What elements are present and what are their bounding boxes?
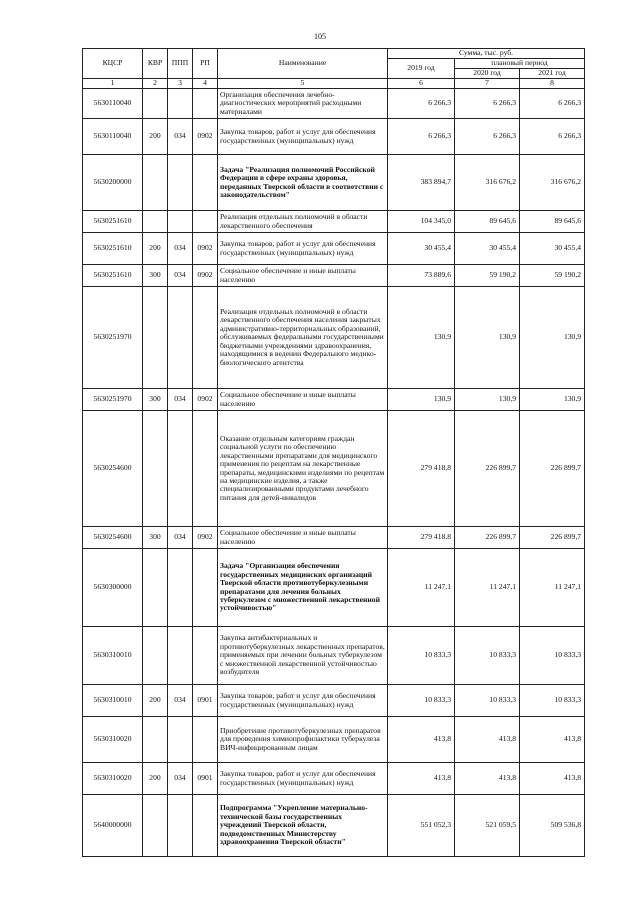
row-amount-2020: 10 833,3: [455, 627, 520, 685]
row-amount-2021: 30 455,4: [520, 233, 585, 265]
row-rp: 0902: [193, 233, 218, 265]
table-row: [83, 549, 585, 627]
row-amount-2019: 279 418,8: [388, 411, 455, 527]
row-code: 5630110040: [83, 119, 143, 155]
header-sum: Сумма, тыс. руб.: [388, 49, 585, 59]
row-amount-2020: 59 190,2: [455, 265, 520, 287]
row-ppp: 034: [168, 527, 193, 549]
row-code: 5630251970: [83, 287, 143, 389]
row-code: 5630254600: [83, 527, 143, 549]
row-amount-2020: 89 645,6: [455, 211, 520, 233]
row-code: 5630310010: [83, 685, 143, 717]
row-name: Задача "Реализация полномочий Российской Федерации в сфере охраны здоровья, переданных Тверской области в соответствии с законодательством": [218, 155, 388, 211]
row-kvr: 200: [143, 233, 168, 265]
row-rp: 0902: [193, 527, 218, 549]
row-amount-2021: 10 833,3: [520, 627, 585, 685]
row-rp: 0902: [193, 389, 218, 411]
row-rp: [193, 795, 218, 857]
row-code: 5630254600: [83, 411, 143, 527]
row-amount-2020: 130,9: [455, 287, 520, 389]
row-kvr: [143, 411, 168, 527]
row-kvr: [143, 89, 168, 119]
table-row: [83, 89, 585, 119]
row-code: 5630310010: [83, 627, 143, 685]
row-code: 5630200000: [83, 155, 143, 211]
header-rp: РП: [193, 49, 218, 79]
row-name: Организация обеспечения лечебно-диагностических мероприятий расходными материалами: [218, 89, 388, 119]
table-row: [83, 211, 585, 233]
row-amount-2019: 11 247,1: [388, 549, 455, 627]
row-amount-2021: 6 266,3: [520, 119, 585, 155]
row-code: 5630251610: [83, 265, 143, 287]
row-name: Оказание отдельным категориям граждан социальной услуги по обеспечению лекарственными препаратами для медицинского применения по рецептам на лекарственные препараты, медицинскими изделиями по рецептам на медицинские изделия, а также специализированными продуктами лечебного питания для детей-инвалидов: [218, 411, 388, 527]
row-amount-2020: 11 247,1: [455, 549, 520, 627]
row-name: Социальное обеспечение и иные выплаты населению: [218, 389, 388, 411]
row-code: 5640000000: [83, 795, 143, 857]
row-rp: 0902: [193, 119, 218, 155]
row-name: Подпрограмма "Укрепление материально-технической базы государственных учреждений Тверской области, подведомственных Министерству здравоохранения Тверской области": [218, 795, 388, 857]
row-amount-2020: 130,9: [455, 389, 520, 411]
row-amount-2021: 10 833,3: [520, 685, 585, 717]
row-kvr: 300: [143, 265, 168, 287]
row-amount-2019: 6 266,3: [388, 89, 455, 119]
header-kcsr: КЦСР: [83, 49, 143, 79]
row-ppp: 034: [168, 763, 193, 795]
table-row: [83, 389, 585, 411]
row-kvr: [143, 549, 168, 627]
row-code: 5630310020: [83, 717, 143, 763]
row-amount-2020: 521 059,5: [455, 795, 520, 857]
row-amount-2019: 551 052,3: [388, 795, 455, 857]
table-header: [83, 49, 585, 89]
header-col-6: 6: [388, 79, 455, 89]
row-kvr: [143, 155, 168, 211]
row-name: Закупка товаров, работ и услуг для обеспечения государственных (муниципальных) нужд: [218, 233, 388, 265]
row-amount-2021: 509 536,8: [520, 795, 585, 857]
row-amount-2020: 413,8: [455, 717, 520, 763]
row-ppp: [168, 549, 193, 627]
row-amount-2021: 413,8: [520, 763, 585, 795]
budget-table: [82, 48, 585, 857]
row-amount-2019: 73 889,6: [388, 265, 455, 287]
page-number: 105: [314, 32, 326, 41]
row-amount-2019: 30 455,4: [388, 233, 455, 265]
row-ppp: [168, 211, 193, 233]
row-kvr: [143, 717, 168, 763]
row-amount-2019: 6 266,3: [388, 119, 455, 155]
row-rp: [193, 717, 218, 763]
row-amount-2021: 11 247,1: [520, 549, 585, 627]
row-name: Закупка товаров, работ и услуг для обеспечения государственных (муниципальных) нужд: [218, 763, 388, 795]
table-row: [83, 627, 585, 685]
header-col-5: 5: [218, 79, 388, 89]
table-row: [83, 717, 585, 763]
row-rp: [193, 287, 218, 389]
row-ppp: 034: [168, 265, 193, 287]
row-code: 5630251970: [83, 389, 143, 411]
table-row: [83, 119, 585, 155]
row-ppp: [168, 155, 193, 211]
row-rp: [193, 155, 218, 211]
row-kvr: [143, 287, 168, 389]
row-rp: [193, 411, 218, 527]
header-col-7: 7: [455, 79, 520, 89]
header-year-2021: 2021 год: [520, 69, 585, 79]
row-ppp: [168, 89, 193, 119]
table-row: [83, 233, 585, 265]
row-ppp: [168, 717, 193, 763]
row-name: Закупка антибактериальных и противотуберкулезных лекарственных препаратов, применяемых при лечении больных туберкулезом с множественной лекарственной устойчивостью возбудителя: [218, 627, 388, 685]
header-plan-period: плановый период: [455, 59, 585, 69]
row-rp: 0902: [193, 265, 218, 287]
row-amount-2021: 6 266,3: [520, 89, 585, 119]
row-kvr: 200: [143, 685, 168, 717]
row-amount-2021: 130,9: [520, 287, 585, 389]
row-kvr: 200: [143, 763, 168, 795]
table-row: [83, 685, 585, 717]
row-code: 5630110040: [83, 89, 143, 119]
row-amount-2019: 10 833,3: [388, 685, 455, 717]
row-amount-2019: 413,8: [388, 763, 455, 795]
row-amount-2021: 316 676,2: [520, 155, 585, 211]
row-ppp: 034: [168, 233, 193, 265]
row-amount-2021: 89 645,6: [520, 211, 585, 233]
row-amount-2020: 413,8: [455, 763, 520, 795]
row-rp: [193, 89, 218, 119]
row-kvr: [143, 795, 168, 857]
table-row: [83, 411, 585, 527]
row-ppp: 034: [168, 389, 193, 411]
row-kvr: 300: [143, 389, 168, 411]
row-amount-2019: 413,8: [388, 717, 455, 763]
row-name: Реализация отдельных полномочий в области лекарственного обеспечения населения закрытых административно-территориальных образований, обслуживаемых федеральными государственными бюджетными учреждениями здравоохранения, находящимися в ведении Федерального медико-биологического агентства: [218, 287, 388, 389]
row-code: 5630251610: [83, 211, 143, 233]
row-amount-2019: 104 345,0: [388, 211, 455, 233]
row-amount-2020: 30 455,4: [455, 233, 520, 265]
header-col-4: 4: [193, 79, 218, 89]
row-amount-2019: 279 418,8: [388, 527, 455, 549]
row-name: Социальное обеспечение и иные выплаты населению: [218, 527, 388, 549]
row-name: Реализация отдельных полномочий в области лекарственного обеспечения: [218, 211, 388, 233]
row-ppp: [168, 795, 193, 857]
row-rp: [193, 549, 218, 627]
row-amount-2020: 226 899,7: [455, 527, 520, 549]
table-row: [83, 155, 585, 211]
header-year-2019: 2019 год: [388, 59, 455, 79]
header-col-8: 8: [520, 79, 585, 89]
row-amount-2020: 6 266,3: [455, 89, 520, 119]
table-row: [83, 265, 585, 287]
table-body: [83, 89, 585, 857]
header-ppp: ППП: [168, 49, 193, 79]
row-rp: 0901: [193, 763, 218, 795]
row-amount-2020: 10 833,3: [455, 685, 520, 717]
row-amount-2021: 226 899,7: [520, 527, 585, 549]
row-rp: 0901: [193, 685, 218, 717]
row-name: Закупка товаров, работ и услуг для обеспечения государственных (муниципальных) нужд: [218, 685, 388, 717]
row-code: 5630300000: [83, 549, 143, 627]
row-amount-2020: 226 899,7: [455, 411, 520, 527]
row-ppp: 034: [168, 685, 193, 717]
header-col-3: 3: [168, 79, 193, 89]
row-amount-2019: 130,9: [388, 389, 455, 411]
table-row: [83, 527, 585, 549]
row-amount-2021: 59 190,2: [520, 265, 585, 287]
header-col-2: 2: [143, 79, 168, 89]
row-name: Задача "Организация обеспечения государственных медицинских организаций Тверской области противотуберкулезными препаратами для лечения больных туберкулезом с множественной лекарственной устойчивостью": [218, 549, 388, 627]
table-row: [83, 287, 585, 389]
row-name: Социальное обеспечение и иные выплаты населению: [218, 265, 388, 287]
row-ppp: [168, 287, 193, 389]
row-name: Приобретение противотуберкулезных препаратов для проведения химиопрофилактики туберкулеза ВИЧ-инфицированным лицам: [218, 717, 388, 763]
row-amount-2019: 10 833,3: [388, 627, 455, 685]
table-row: [83, 763, 585, 795]
row-rp: [193, 211, 218, 233]
row-ppp: [168, 627, 193, 685]
row-amount-2021: 413,8: [520, 717, 585, 763]
header-name: Наименование: [218, 49, 388, 79]
header-year-2020: 2020 год: [455, 69, 520, 79]
row-amount-2021: 226 899,7: [520, 411, 585, 527]
row-code: 5630251610: [83, 233, 143, 265]
row-kvr: 300: [143, 527, 168, 549]
header-col-1: 1: [83, 79, 143, 89]
row-kvr: [143, 627, 168, 685]
row-amount-2019: 130,9: [388, 287, 455, 389]
row-amount-2021: 130,9: [520, 389, 585, 411]
row-amount-2019: 383 894,7: [388, 155, 455, 211]
row-amount-2020: 316 676,2: [455, 155, 520, 211]
row-kvr: 200: [143, 119, 168, 155]
row-rp: [193, 627, 218, 685]
row-ppp: 034: [168, 119, 193, 155]
row-ppp: [168, 411, 193, 527]
row-code: 5630310020: [83, 763, 143, 795]
row-kvr: [143, 211, 168, 233]
header-kvr: КВР: [143, 49, 168, 79]
table-row: [83, 795, 585, 857]
row-name: Закупка товаров, работ и услуг для обеспечения государственных (муниципальных) нужд: [218, 119, 388, 155]
row-amount-2020: 6 266,3: [455, 119, 520, 155]
